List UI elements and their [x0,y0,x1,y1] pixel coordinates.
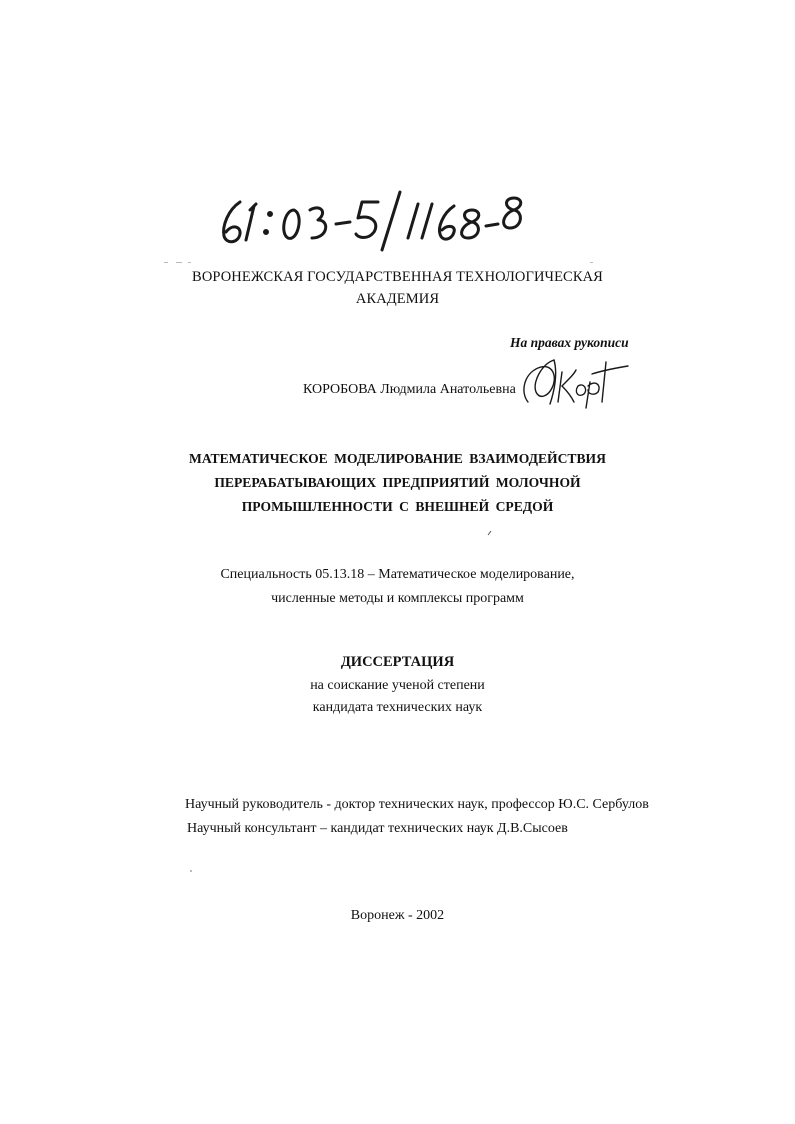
speciality-line-1: Специальность 05.13.18 – Математическое моделирование, [220,567,575,582]
document-type: ДИССЕРТАЦИЯ [340,654,455,670]
institution-name [0,266,795,310]
degree-line-1: на соискание ученой степени [310,678,485,693]
title-line-2: ПЕРЕРАБАТЫВАЮЩИХ ПРЕДПРИЯТИЙ МОЛОЧНОЙ [214,475,581,490]
title-line-1: МАТЕМАТИЧЕСКОЕ МОДЕЛИРОВАНИЕ ВЗАИМОДЕЙСТВИЯ [189,451,606,466]
ink-speck [487,530,493,536]
dissertation-title [0,447,795,519]
title-line-3: ПРОМЫШЛЕННОСТИ С ВНЕШНЕЙ СРЕДОЙ [241,499,554,514]
institution-line-2: АКАДЕМИЯ [355,291,440,307]
author-signature [518,352,630,414]
speciality [0,563,795,611]
author-name: КОРОБОВА Людмила Анатольевна [303,382,516,397]
scientific-supervisor: Научный руководитель - доктор технических наук, профессор Ю.С. Сербулов [185,797,649,812]
degree-line-2: кандидата технических наук [312,700,483,715]
speciality-line-2: численные методы и комплексы программ [271,591,524,606]
handwritten-archive-code [210,188,530,258]
institution-line-1: ВОРОНЕЖСКАЯ ГОСУДАРСТВЕННАЯ ТЕХНОЛОГИЧЕСКАЯ [192,269,603,285]
degree-sought [0,675,795,719]
scientific-consultant: Научный консультант – кандидат технических наук Д.В.Сысоев [187,821,568,836]
city-year: Воронеж - 2002 [350,908,445,923]
advisors [185,793,649,841]
rights-notice: На правах рукописи [510,335,629,350]
